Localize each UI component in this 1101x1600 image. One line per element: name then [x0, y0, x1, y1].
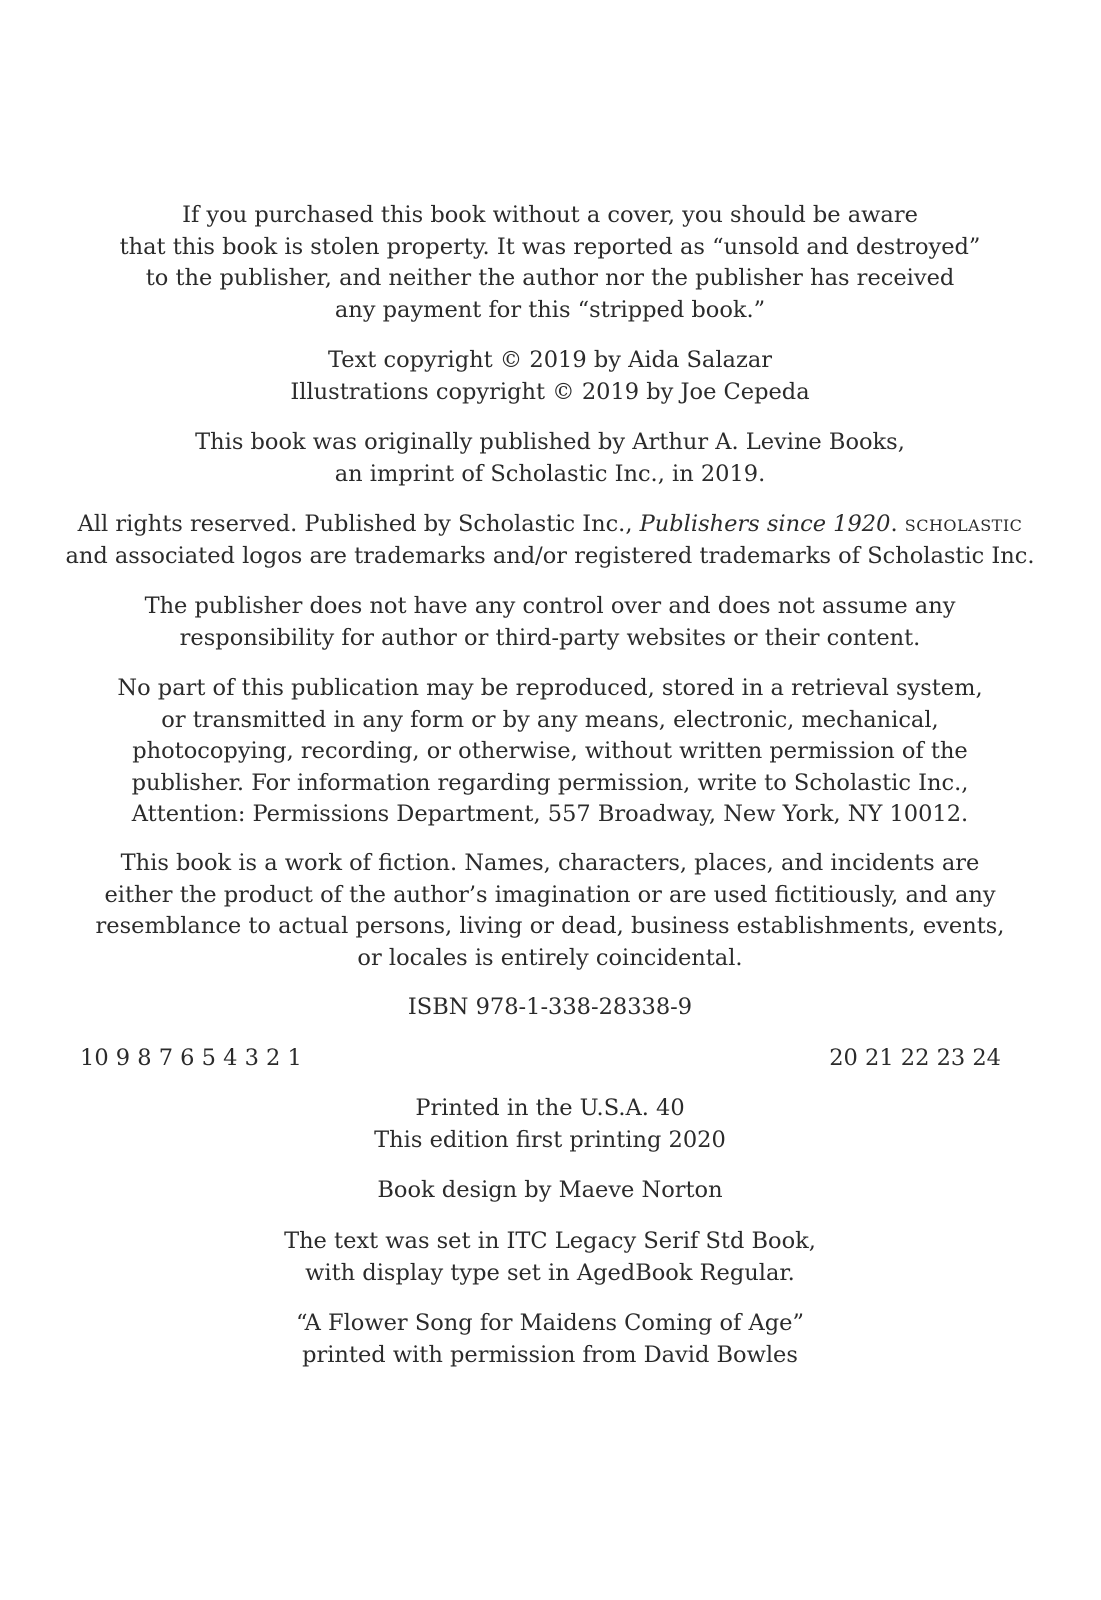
poem-credit: [60, 1308, 1040, 1371]
stripped-notice-line-2: that this book is stolen property. It was reported as “unsold and destroyed”: [119, 233, 981, 260]
poem-credit-line-1: “A Flower Song for Maidens Coming of Age”: [295, 1310, 805, 1336]
permissions-line-5: Attention: Permissions Department, 557 Broadway, New York, NY 10012.: [131, 801, 969, 827]
original-publication-line-2: an imprint of Scholastic Inc., in 2019.: [334, 460, 766, 487]
rights-line-1-punct: .: [890, 511, 905, 537]
fiction-notice: [60, 848, 1040, 974]
stripped-notice-line-1: If you purchased this book without a cover, you should be aware: [182, 202, 918, 228]
book-design: Book design by Maeve Norton: [377, 1177, 723, 1203]
permissions-line-2: or transmitted in any form or by any means, electronic, mechanical,: [161, 706, 939, 733]
fiction-line-2: either the product of the author’s imagination or are used fictitiously, and any: [104, 881, 996, 908]
text-copyright: Text copyright © 2019 by Aida Salazar: [328, 347, 772, 373]
rights-line-1: [60, 509, 1040, 541]
disclaimer-line-1: The publisher does not have any control over and does not assume any: [144, 593, 956, 619]
publishers-since-tagline: Publishers since 1920: [639, 511, 891, 537]
scholastic-trademark: scholastic: [904, 511, 1023, 537]
isbn: ISBN 978-1-338-28338-9: [407, 994, 693, 1020]
stripped-notice-line-4: any payment for this “stripped book.”: [334, 296, 766, 323]
permissions-line-4: publisher. For information regarding permission, write to Scholastic Inc.,: [131, 769, 969, 796]
printing-years: 20 21 22 23 24: [829, 1045, 1001, 1071]
fiction-line-3: resemblance to actual persons, living or dead, business establishments, events,: [95, 913, 1005, 939]
permissions-notice: [60, 673, 1040, 831]
printing-impression-numbers: 10 9 8 7 6 5 4 3 2 1: [80, 1045, 302, 1071]
stripped-notice-line-3: to the publisher, and neither the author nor the publisher has received: [145, 265, 955, 291]
fiction-line-1: This book is a work of fiction. Names, characters, places, and incidents are: [120, 850, 980, 876]
rights-notice: [60, 509, 1040, 572]
copyright-notice: [60, 345, 1040, 408]
fiction-line-4: or locales is entirely coincidental.: [357, 944, 743, 971]
original-publication: [60, 427, 1040, 490]
rights-line-1-start: All rights reserved. Published by Scholastic Inc.,: [77, 511, 640, 537]
permissions-line-3: photocopying, recording, or otherwise, without written permission of the: [132, 738, 968, 764]
rights-line-2: and associated logos are trademarks and/or registered trademarks of Scholastic Inc.: [65, 542, 1035, 569]
printed-in: Printed in the U.S.A. 40: [415, 1095, 685, 1121]
poem-credit-line-2: printed with permission from David Bowles: [302, 1341, 798, 1368]
isbn-block: [60, 992, 1040, 1024]
disclaimer-line-2: responsibility for author or third-party websites or their content.: [179, 624, 921, 651]
website-disclaimer: [60, 591, 1040, 654]
typography-line-2: with display type set in AgedBook Regular.: [305, 1259, 795, 1286]
typography-line-1: The text was set in ITC Legacy Serif Std Book,: [284, 1228, 816, 1254]
typography-credit: [60, 1226, 1040, 1289]
illustrations-copyright: Illustrations copyright © 2019 by Joe Cepeda: [290, 378, 810, 405]
stripped-book-notice: [60, 200, 1040, 326]
original-publication-line-1: This book was originally published by Arthur A. Levine Books,: [195, 429, 905, 455]
permissions-line-1: No part of this publication may be reproduced, stored in a retrieval system,: [117, 675, 983, 701]
printing-info: [60, 1093, 1040, 1156]
edition-printing: This edition first printing 2020: [374, 1126, 726, 1153]
book-design-credit: [60, 1175, 1040, 1207]
